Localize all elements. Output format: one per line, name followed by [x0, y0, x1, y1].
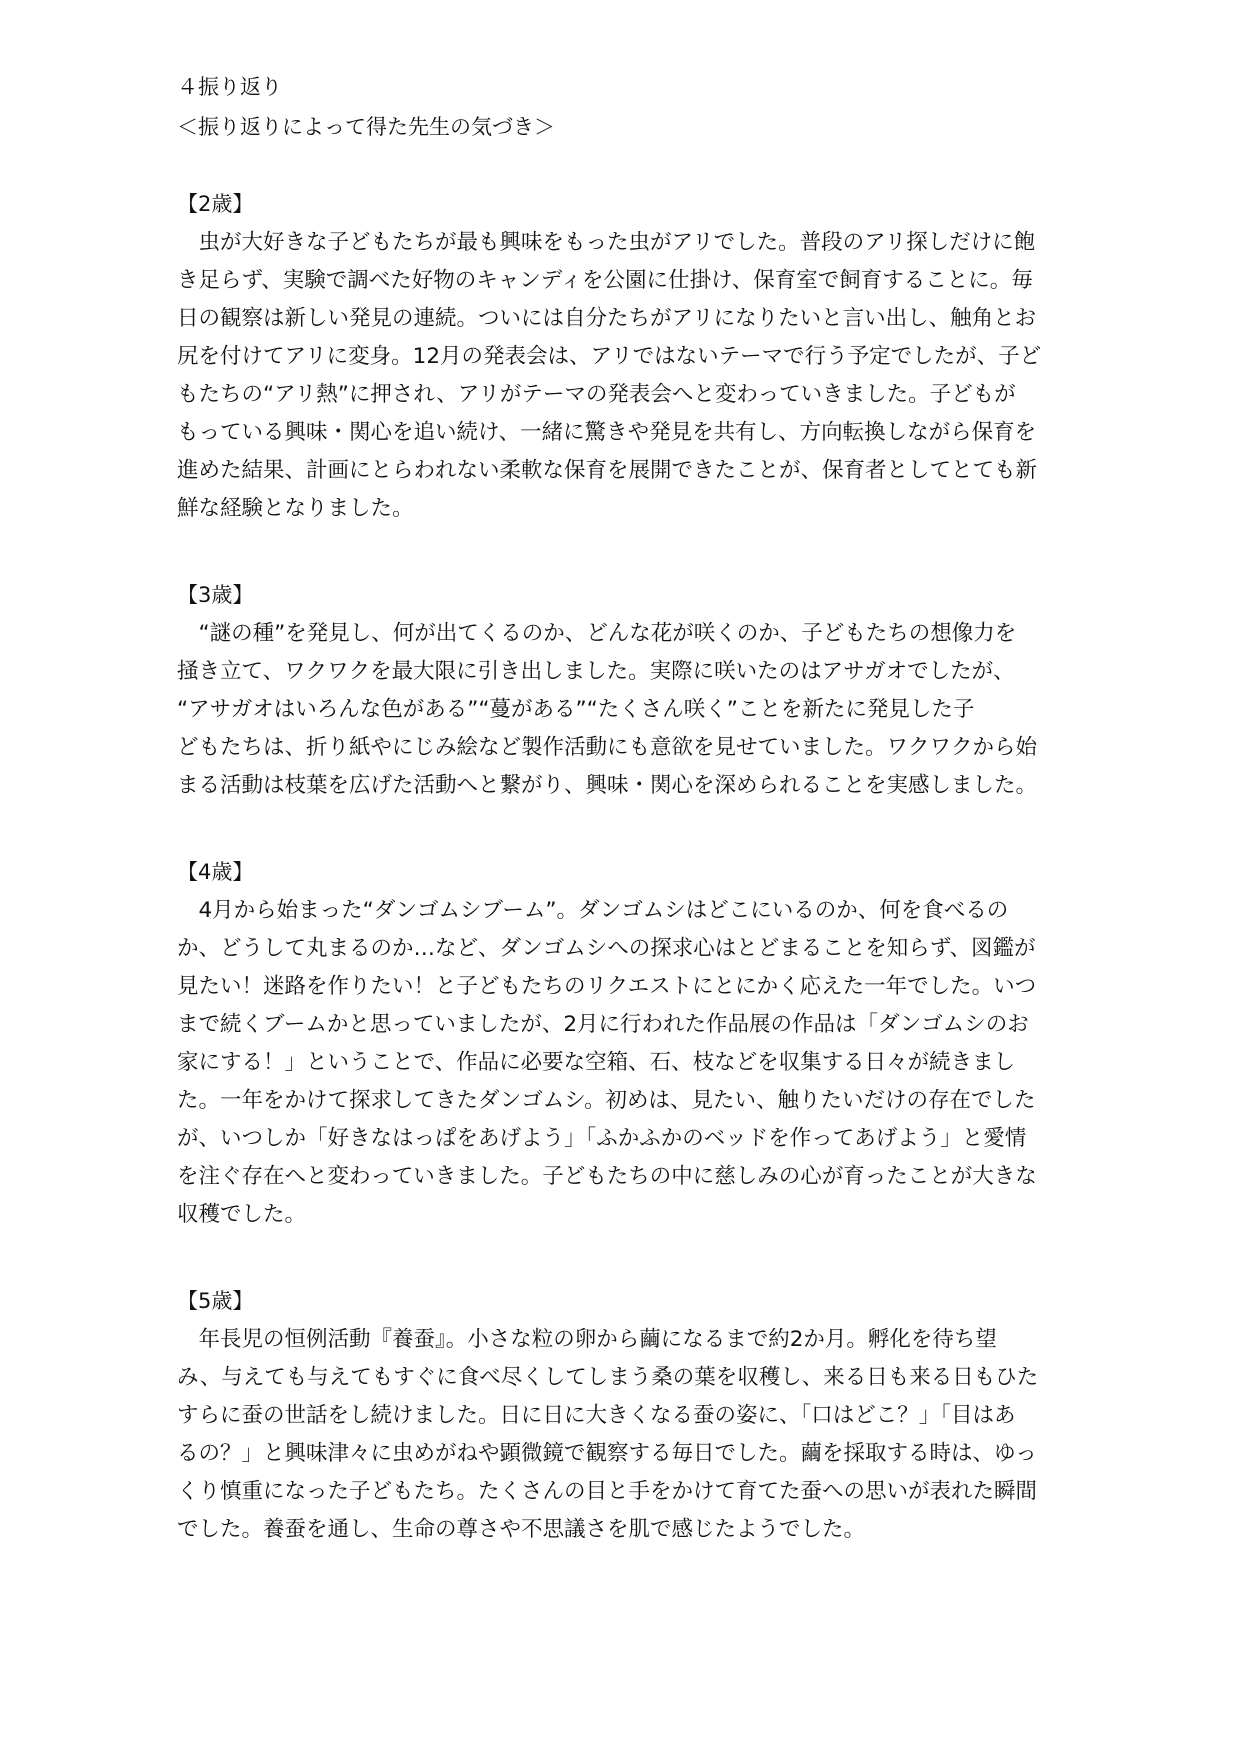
- paragraph-line: 年長児の恒例活動『養蚕』。小さな粒の卵から繭になるまで約2か月。孵化を待ち望: [177, 1327, 997, 1352]
- paragraph-line: を注ぐ存在へと変わっていきました。子どもたちの中に慈しみの心が育ったことが大きな: [177, 1164, 1037, 1189]
- paragraph-line: が、いつしか「好きなはっぱをあげよう」「ふかふかのベッドを作ってあげよう」と愛情: [177, 1126, 1027, 1151]
- paragraph-line: “謎の種”を発見し、何が出てくるのか、どんな花が咲くのか、子どもたちの想像力を: [177, 621, 1017, 646]
- paragraph-line: た。一年をかけて探求してきたダンゴムシ。初めは、見たい、触りたいだけの存在でした: [177, 1088, 1036, 1113]
- paragraph-line: 収穫でした。: [177, 1202, 307, 1227]
- paragraph-line: み、与えても与えてもすぐに食べ尽くしてしまう桑の葉を収穫し、来る日も来る日もひた: [177, 1365, 1039, 1390]
- paragraph-line: 見たい！迷路を作りたい！と子どもたちのリクエストにとにかく応えた一年でした。いつ: [177, 974, 1037, 999]
- paragraph-line: き足らず、実験で調べた好物のキャンディを公園に仕掛け、保育室で飼育することに。毎: [177, 268, 1033, 293]
- paragraph-line: すらに蚕の世話をし続けました。日に日に大きくなる蚕の姿に、「口はどこ？」「目はあ: [177, 1403, 1016, 1428]
- document-subheading: ＜振り返りによって得た先生の気づき＞: [177, 115, 555, 139]
- section-title: 【2歳】: [177, 192, 254, 216]
- section-age-2: [177, 189, 1067, 524]
- paragraph-line: “アサガオはいろんな色がある”“蔓がある”“たくさん咲く”ことを新たに発見した子: [177, 697, 975, 722]
- document-heading: ４振り返り: [177, 75, 282, 99]
- section-age-5: [177, 1286, 1067, 1545]
- paragraph-line: るの？」と興味津々に虫めがねや顕微鏡で観察する毎日でした。繭を採取する時は、ゆっ: [177, 1441, 1037, 1466]
- paragraph-line: もっている興味・関心を追い続け、一緒に驚きや発見を共有し、方向転換しながら保育を: [177, 420, 1037, 445]
- paragraph-line: 虫が大好きな子どもたちが最も興味をもった虫がアリでした。普段のアリ探しだけに飽: [177, 230, 1036, 255]
- document-page: [177, 72, 1067, 1552]
- paragraph-line: でした。養蚕を通し、生命の尊さや不思議さを肌で感じたようでした。: [177, 1517, 866, 1542]
- section-age-4: [177, 857, 1067, 1230]
- paragraph-line: 進めた結果、計画にとらわれない柔軟な保育を展開できたことが、保育者としてとても新: [177, 458, 1038, 483]
- paragraph-line: 鮮な経験となりました。: [177, 496, 414, 521]
- section-title: 【3歳】: [177, 583, 254, 607]
- paragraph-line: 掻き立て、ワクワクを最大限に引き出しました。実際に咲いたのはアサガオでしたが、: [177, 659, 1015, 684]
- paragraph-line: 尻を付けてアリに変身。12月の発表会は、アリではないテーマで行う予定でしたが、子ど: [177, 344, 1042, 369]
- paragraph-line: 4月から始まった“ダンゴムシブーム”。ダンゴムシはどこにいるのか、何を食べるの: [177, 898, 1009, 923]
- paragraph-line: 家にする！」ということで、作品に必要な空箱、石、枝などを収集する日々が続きまし: [177, 1050, 1016, 1075]
- paragraph-line: くり慎重になった子どもたち。たくさんの目と手をかけて育てた蚕への思いが表れた瞬間: [177, 1479, 1038, 1504]
- paragraph-line: もたちの“アリ熱”に押され、アリがテーマの発表会へと変わっていきました。子どもが: [177, 382, 1016, 407]
- section-title: 【4歳】: [177, 860, 254, 884]
- paragraph-line: まる活動は枝葉を広げた活動へと繋がり、興味・関心を深められることを実感しました。: [177, 773, 1038, 798]
- section-title: 【5歳】: [177, 1289, 254, 1313]
- paragraph-line: どもたちは、折り紙やにじみ絵など製作活動にも意欲を見せていました。ワクワクから始: [177, 735, 1038, 760]
- section-age-3: [177, 580, 1067, 801]
- paragraph-line: 日の観察は新しい発見の連続。ついには自分たちがアリになりたいと言い出し、触角とお: [177, 306, 1037, 331]
- paragraph-line: か、どうして丸まるのか…など、ダンゴムシへの探求心はとどまることを知らず、図鑑が: [177, 936, 1036, 961]
- paragraph-line: まで続くブームかと思っていましたが、2月に行われた作品展の作品は「ダンゴムシのお: [177, 1012, 1029, 1037]
